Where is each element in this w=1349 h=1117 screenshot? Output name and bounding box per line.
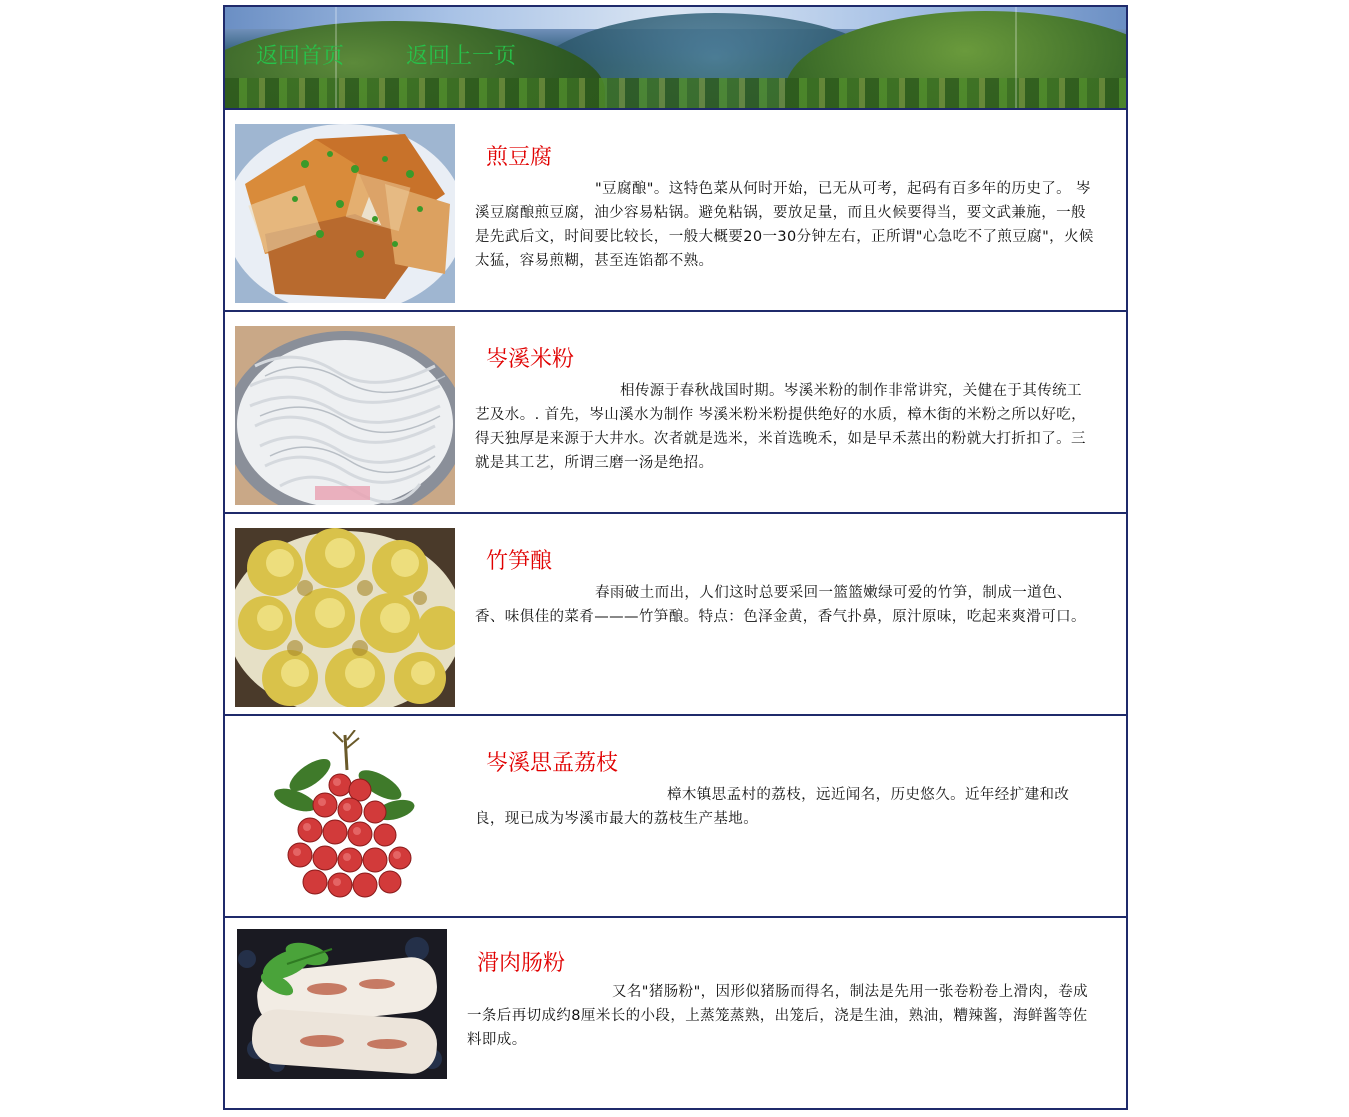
fried-tofu-image: [235, 124, 455, 303]
food-description-text: 相传源于春秋战国时期。岑溪米粉的制作非常讲究，关健在于其传统工艺及水。. 首先，岑山溪水为制作 岑溪米粉米粉提供绝好的水质，樟木街的米粉之所以好吃，得天独厚是来源于大井水。次者就是选米，米首选晚禾，如是早禾蒸出的粉就大打折扣了。三就是其工艺，所谓三磨一汤是绝招。: [475, 383, 1087, 471]
nav-back-link[interactable]: 返回上一页: [406, 44, 517, 69]
food-title: 竹笋酿: [486, 549, 553, 574]
food-title: 滑肉肠粉: [477, 951, 566, 976]
food-description: [475, 379, 1095, 475]
food-item: [225, 716, 1126, 918]
food-title: 岑溪思孟荔枝: [486, 751, 619, 776]
food-title: 煎豆腐: [486, 145, 553, 170]
food-description-text: 又名"猪肠粉"，因形似猪肠而得名，制法是先用一张卷粉卷上滑肉，卷成一条后再切成约8厘米长的小段，上蒸笼蒸熟，出笼后，浇是生油，熟油，糟辣酱，海鲜酱等佐料即成。: [467, 984, 1089, 1048]
rice-noodle-image: [235, 326, 455, 505]
bamboo-shoot-image: [235, 528, 455, 707]
nav-home-link[interactable]: 返回首页: [256, 44, 345, 69]
rice-roll-image: [237, 929, 447, 1079]
food-item: [225, 110, 1126, 312]
food-description-text: "豆腐酿"。这特色菜从何时开始，已无从可考，起码有百多年的历史了。 岑溪豆腐酿煎豆腐，油少容易粘锅。避免粘锅，要放足量，而且火候要得当，要文武兼施，一般是先武后文，时间要比较长，一般大概要20一30分钟左右，正所谓"心急吃不了煎豆腐"，火候太猛，容易煎糊，甚至连馅都不熟。: [475, 181, 1094, 269]
banner-seam: [1015, 7, 1017, 108]
food-title: 岑溪米粉: [486, 347, 575, 372]
food-item: [225, 918, 1126, 1106]
lychee-image: [235, 730, 455, 909]
food-description: [475, 783, 1095, 831]
food-description: [475, 581, 1095, 629]
food-item: [225, 312, 1126, 514]
food-description-text: 樟木镇思孟村的荔枝，远近闻名，历史悠久。近年经扩建和改良，现已成为岑溪市最大的荔枝生产基地。: [475, 787, 1070, 827]
header-banner: [225, 7, 1126, 110]
food-item: [225, 514, 1126, 716]
food-description: [467, 980, 1097, 1052]
food-description-text: 春雨破土而出，人们这时总要采回一篮篮嫩绿可爱的竹笋，制成一道色、香、味俱佳的菜肴———竹笋酿。特点：色泽金黄，香气扑鼻，原汁原味，吃起来爽滑可口。: [475, 585, 1086, 625]
food-description: [475, 177, 1095, 273]
page-container: [223, 5, 1128, 1110]
banner-trees: [225, 78, 1126, 108]
